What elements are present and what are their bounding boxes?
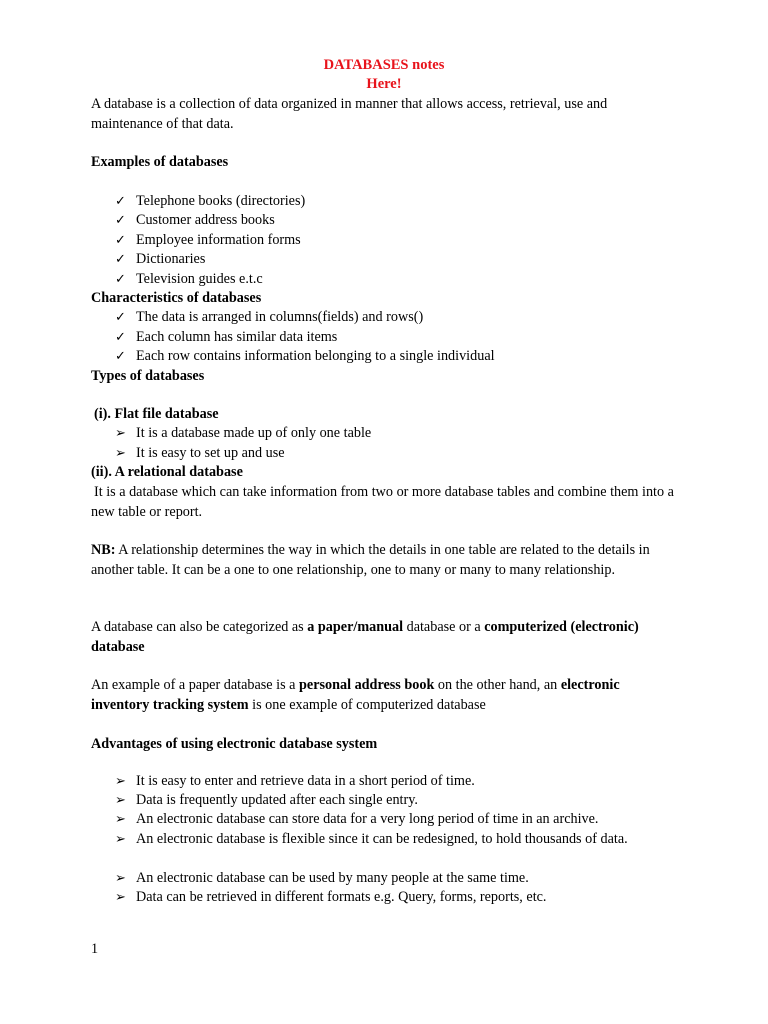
categorized-paragraph: A database can also be categorized as a paper/manual database or a computerized (electronic) database <box>91 619 639 655</box>
check-mark-icon: ✓ <box>115 233 126 248</box>
arrowhead-bullet-icon: ➢ <box>115 812 126 827</box>
arrowhead-bullet-icon: ➢ <box>115 446 126 461</box>
relational-heading: (ii). A relational database <box>91 464 243 480</box>
check-mark-icon: ✓ <box>115 330 126 345</box>
advantages-heading: Advantages of using electronic database system <box>91 736 378 752</box>
check-mark-icon: ✓ <box>115 310 126 325</box>
arrowhead-bullet-icon: ➢ <box>115 774 126 789</box>
document-page: DATABASES notes Here! A database is a collection of data organized in manner that allows access, retrieval, use and maintenance of that data. Examples of databases ✓ Telephone books (directories) ✓ Customer address books ✓ Employee information forms ✓ Dictionaries ✓ Television guides e.t.c Characteristics of databases ✓ The data is arranged in columns(fields) and rows() ✓ Each column has similar data items ✓ Each row contains information belonging to a single individual Types of databases (i). Flat file database ➢ It is a database made up of only one table ➢ It is easy to set up and use (ii). A relational database It is a database which can take information from two or more database tables and combine them into a new table or report. NB: A relationship determines the way in which the details in one table are related to the details in another table. It can be a one to one relationship, one to many or many to many relationship. A database can also be categorized as a paper/manual database or a computerized (electronic) database An example of a paper database is a personal address book on the other hand, an electronic inventory tracking system is one example of computerized database Advantages of using electronic database system ➢ It is easy to enter and retrieve data in a short period of time. ➢ Data is frequently updated after each single entry. ➢ An electronic database can store data for a very long period of time in an archive. ➢ An electronic database is flexible since it can be redesigned, to hold thousands of data. ➢ An electronic database can be used by many people at the same time. ➢ Data can be retrieved in different formats e.g. Query, forms, reports, etc. 1 <box>0 0 768 1024</box>
intro-paragraph: A database is a collection of data organized in manner that allows access, retrieval, use and maintenance of that data. <box>91 96 608 132</box>
arrowhead-bullet-icon: ➢ <box>115 871 126 886</box>
example-paragraph: An example of a paper database is a personal address book on the other hand, an electronic inventory tracking system is one example of computerized database <box>91 677 620 713</box>
page-number: 1 <box>91 941 99 957</box>
nb-text: A relationship determines the way in which the details in one table are related to the details in another table. It can be a one to one relationship, one to many or many to many relationship. <box>91 542 650 578</box>
document-title: DATABASES notes <box>323 57 445 73</box>
arrowhead-bullet-icon: ➢ <box>115 426 126 441</box>
examples-heading: Examples of databases <box>91 154 229 170</box>
arrowhead-bullet-icon: ➢ <box>115 793 126 808</box>
nb-label: NB: <box>91 542 116 558</box>
check-mark-icon: ✓ <box>115 194 126 209</box>
arrowhead-bullet-icon: ➢ <box>115 890 126 905</box>
arrowhead-bullet-icon: ➢ <box>115 832 126 847</box>
document-subtitle: Here! <box>366 76 402 92</box>
check-mark-icon: ✓ <box>115 349 126 364</box>
check-mark-icon: ✓ <box>115 272 126 287</box>
check-mark-icon: ✓ <box>115 252 126 267</box>
flat-file-heading: (i). Flat file database <box>94 406 219 422</box>
relational-paragraph: It is a database which can take information from two or more database tables and combine them into a new table or report. <box>91 484 674 520</box>
types-heading: Types of databases <box>91 368 205 384</box>
nb-paragraph <box>91 541 681 580</box>
check-mark-icon: ✓ <box>115 213 126 228</box>
characteristics-heading: Characteristics of databases <box>91 290 262 306</box>
